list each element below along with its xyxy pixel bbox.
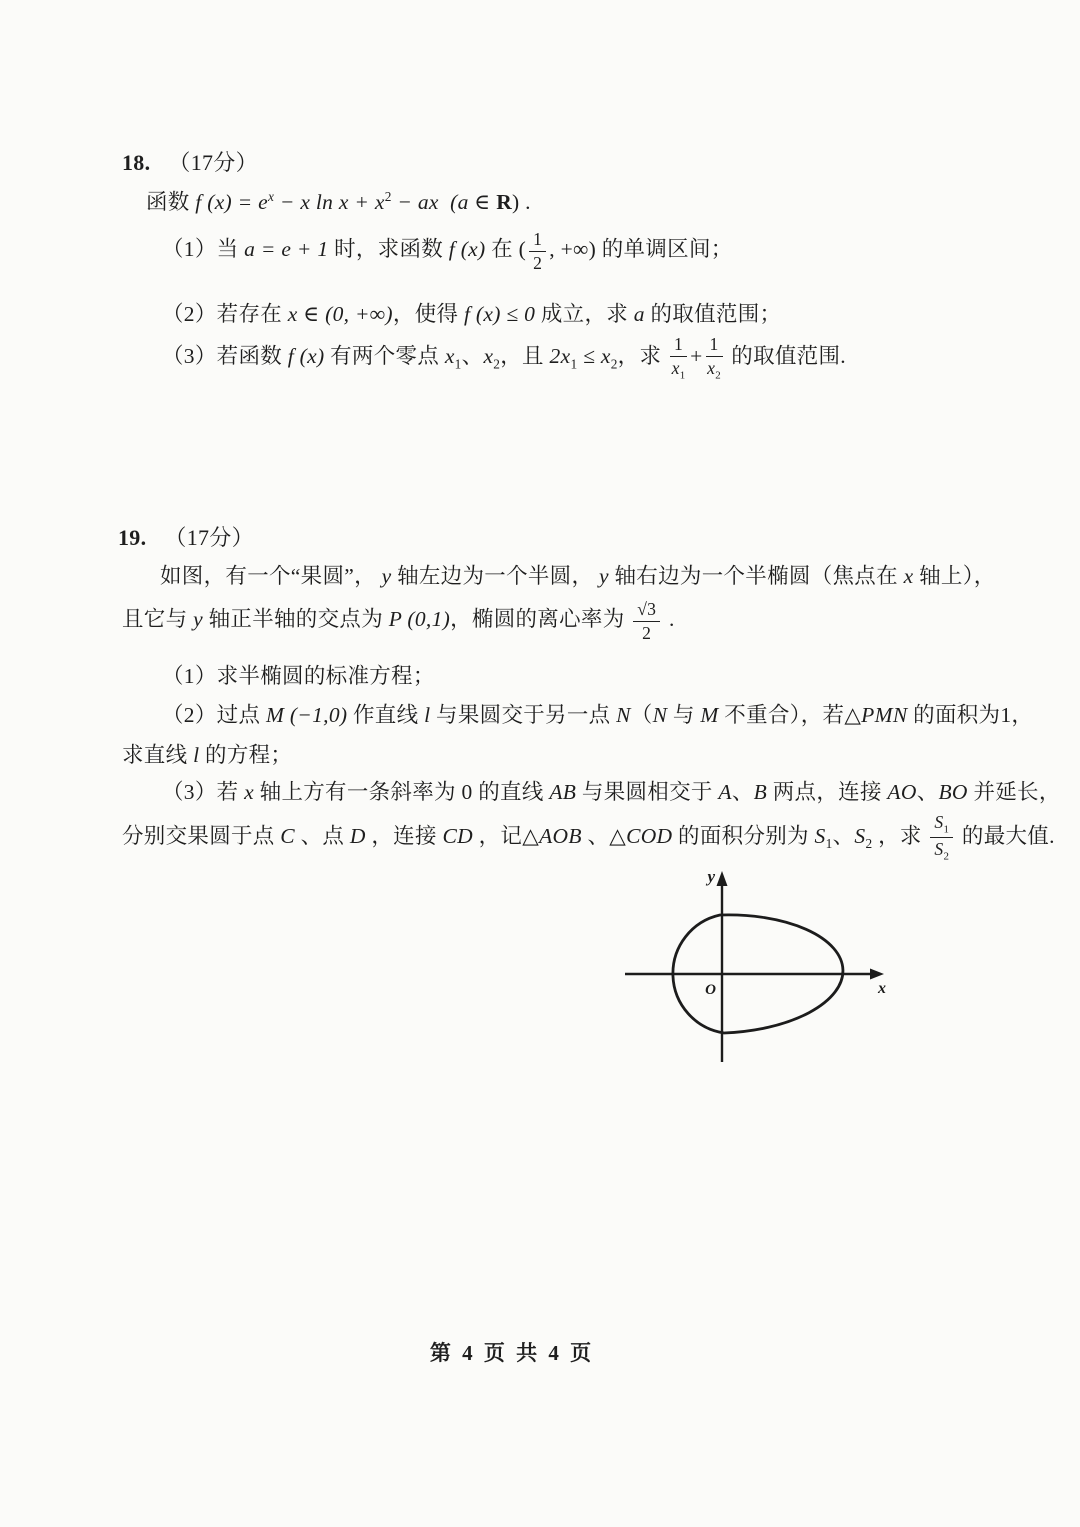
figure-fruit-circle <box>602 856 902 1093</box>
x-axis-label: x <box>878 980 886 997</box>
fraction-s1-over-s2: $\frac{S_1}{S_2}$ <box>930 812 953 864</box>
fraction-sqrt3-over-2: $\frac{√3}{2}$ <box>633 599 660 644</box>
q19-intro-line2: 且它与 y 轴正半轴的交点为 P (0,1)，椭圆的离心率为 $\frac{√3}{2}$ . <box>122 599 675 643</box>
origin-label: O <box>705 982 716 998</box>
q18-part2: （2）若存在 x ∈ (0, +∞)，使得 f (x) ≤ 0 成立，求 a 的取值范围； <box>162 302 782 326</box>
q19-part3-line1: （3）若 x 轴上方有一条斜率为 0 的直线 AB 与果圆相交于 A、B 两点，连接 AO、BO 并延长， <box>162 780 1061 804</box>
q18-part1: （1）当 a = e + 1 时，求函数 f (x) 在 ( $\frac{1}{2}$ , +∞) 的单调区间； <box>162 229 733 273</box>
x-axis-arrow-icon <box>870 969 884 980</box>
q18-statement: 函数 f $(x) = e^x - x$ $\ln x + x^2$ − ax (a ∈ R) . <box>146 189 531 215</box>
fruit-circle-svg <box>602 856 902 1088</box>
fraction-one-over-x2: $\frac{1}{x_2}$ <box>707 334 721 382</box>
q18-number: 18. <box>122 150 151 175</box>
page-footer: 第 4 页 共 4 页 <box>429 1341 595 1365</box>
fruit-circle-curve <box>671 911 845 1035</box>
fraction-one-over-x1: $\frac{1}{x_1}$ <box>671 334 686 382</box>
q18-heading <box>122 148 258 178</box>
q19-heading <box>118 523 254 553</box>
q19-intro-line1: 如图，有一个“果圆”， y 轴左边为一个半圆， y 轴右边为一个半椭圆（焦点在 x 轴上）， <box>160 564 996 588</box>
q19-part2-line1: （2）过点 M (−1,0) 作直线 l 与果圆交于另一点 N（N 与 M 不重合），若△PMN 的面积为1， <box>162 703 1034 727</box>
q19-number: 19. <box>118 525 147 550</box>
q18-points: （17分） <box>168 150 258 175</box>
q19-part3-line2: 分别交果圆于点 C 、点 D ，连接 CD ，记△AOB 、△COD 的面积分别为 $S_1$、$S_2$ ，求 $\frac{S_1}{S_2}$ 的最大值. <box>122 812 1055 863</box>
q19-points: （17分） <box>164 525 254 550</box>
q19-part2-line2: 求直线 l 的方程； <box>122 743 293 767</box>
q19-part1: （1）求半椭圆的标准方程； <box>162 664 435 688</box>
q18-part3: （3）若函数 f (x) 有两个零点 $x_1$、$x_2$，且 $2x_1 \le x_2$，求 $\frac{1}{x_1}$ + $\frac{1}{x_2}$ 的取值范围. <box>162 334 846 382</box>
y-axis-arrow-icon <box>717 871 728 886</box>
y-axis-label: y <box>707 867 715 886</box>
fraction-one-half: $\frac{1}{2}$ <box>529 229 546 274</box>
